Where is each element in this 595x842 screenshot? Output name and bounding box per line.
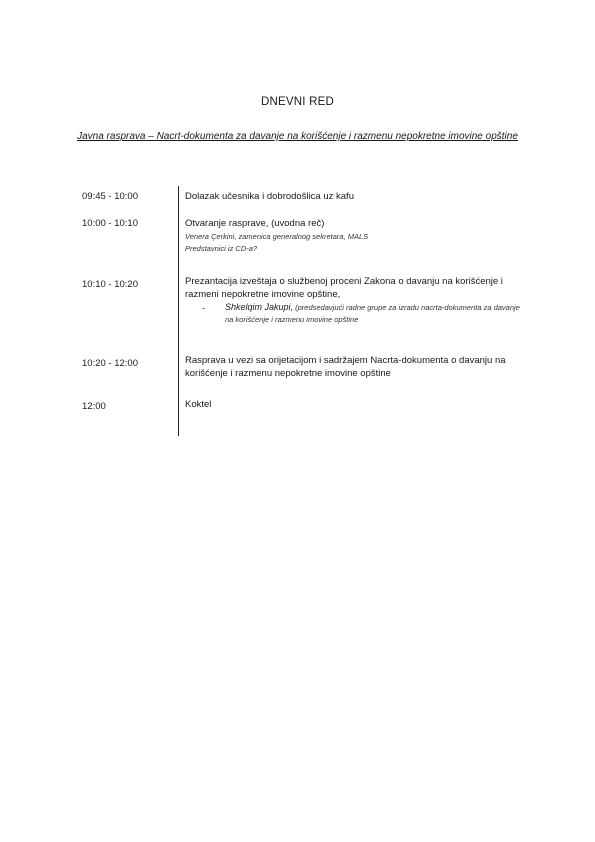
bullet-dash: - [202,303,205,313]
agenda-item-content [185,276,525,325]
agenda-item-text: Prezantacija izveštaja o službenoj proceni Zakona o davanju na korišćenje i razmeni nepokretne imovine opštine, [185,276,503,300]
speaker-name: Shkelqim Jakupi, [225,302,294,312]
agenda-item-text: Rasprava u vezi sa orijetacijom i sadržajem Nacrta-dokumenta o davanju na korišćenje i razmenu nepokretne imovine opštine [185,355,506,379]
agenda-time: 10:00 - 10:10 [82,218,138,229]
page-subtitle: Javna rasprava – Nacrt-dokumenta za davanje na korišćenje i razmenu nepokretne imovine opštine [77,131,518,142]
agenda-time: 09:45 - 10:00 [82,191,138,202]
agenda-item-text: Dolazak učesnika i dobrodošlica uz kafu [185,191,354,202]
agenda-item-text: Otvaranje rasprave, (uvodna reč) [185,218,325,229]
agenda-time: 10:20 - 12:00 [82,358,138,369]
agenda-divider-line [178,186,179,436]
bullet-text [222,302,525,325]
speaker-detail: (predsedavjući radne grupe za izradu nacrta-dokumenta za davanje na korišćenje i razmenu imovine opštine [225,303,520,324]
agenda-note: Venera Çerkini, zamenica generalnog sekretara, MALS [185,231,369,241]
agenda-item-text: Koktel [185,399,212,410]
agenda-time: 12:00 [82,401,106,412]
agenda-item-content [185,218,525,255]
agenda-note: Predstavnici iz CD-a? [185,243,258,253]
agenda-time: 10:10 - 10:20 [82,279,138,290]
agenda-bullet [185,302,525,325]
page-title: DNEVNI RED [261,96,334,108]
